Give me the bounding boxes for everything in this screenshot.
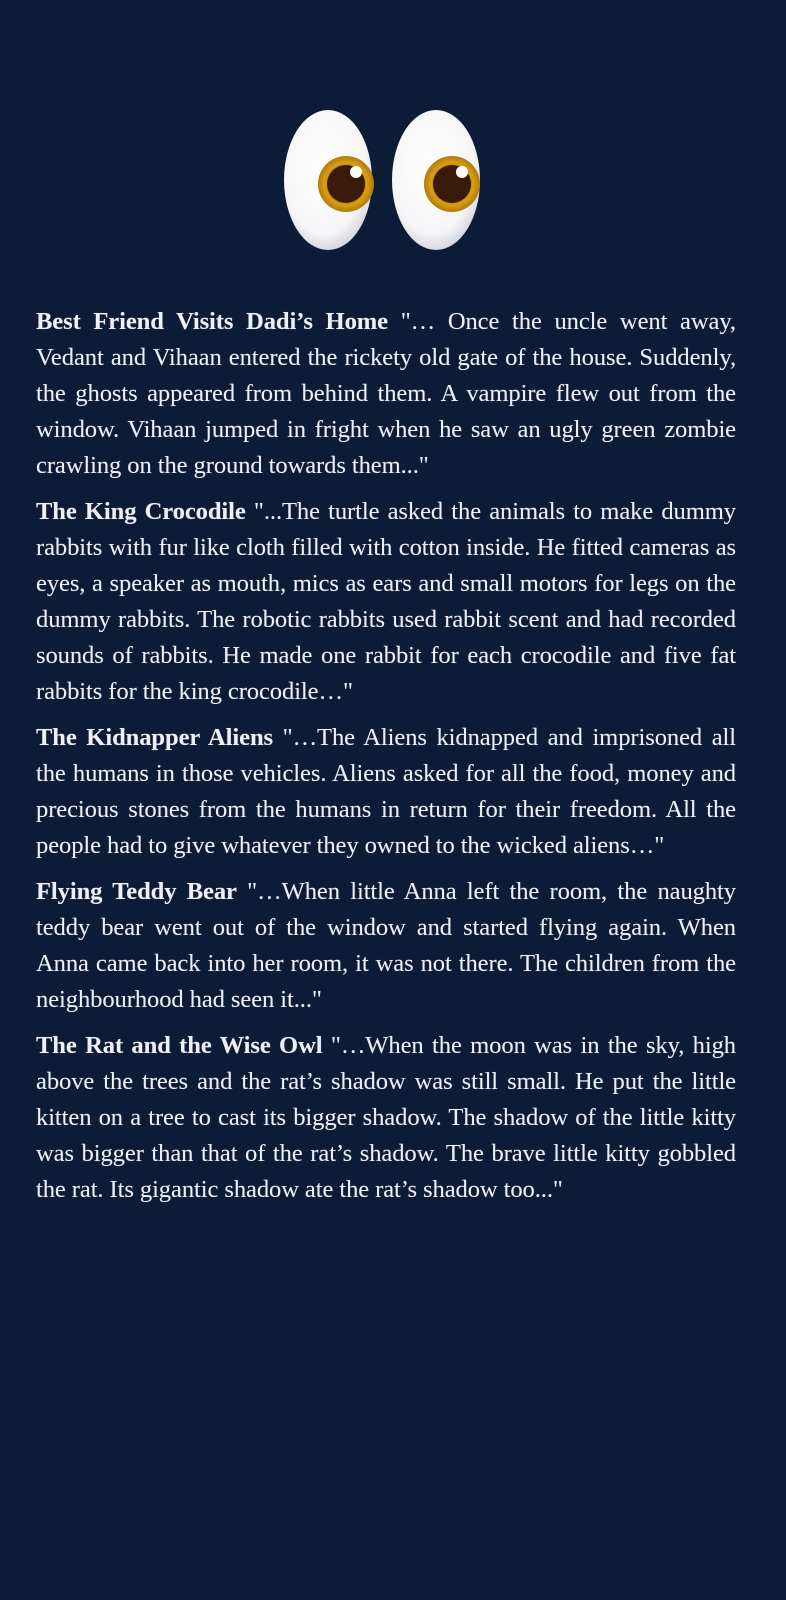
story-the-kidnapper-aliens: [36, 720, 736, 864]
story-excerpt: "...The turtle asked the animals to make dummy rabbits with fur like cloth filled with cotton inside. He fitted cameras as eyes, a speaker as mouth, mics as ears and small motors for legs on the dummy rabbits. The robotic rabbits used rabbit scent and had recorded sounds of rabbits. He made one rabbit for each crocodile and five fat rabbits for the king crocodile…": [36, 498, 737, 705]
story-title: The Rat and the Wise Owl: [36, 1032, 323, 1059]
story-excerpt: "…When the moon was in the sky, high above the trees and the rat’s shadow was still small. He put the little kitten on a tree to cast its bigger shadow. The shadow of the little kitty was bigger than that of the rat’s shadow. The brave little kitty gobbled the rat. Its gigantic shadow ate the rat’s shadow too...": [36, 1032, 736, 1203]
story-title: Flying Teddy Bear: [36, 878, 237, 905]
story-flying-teddy-bear: [36, 874, 736, 1018]
story-the-rat-and-the-wise-owl: [36, 1028, 736, 1208]
story-excerpt: "…When little Anna left the room, the naughty teddy bear went out of the window and started flying again. When Anna came back into her room, it was not there. The children from the neighbourhood had seen it...": [36, 878, 736, 1013]
eyes-emoji-icon: [284, 100, 488, 260]
story-title: The Kidnapper Aliens: [36, 724, 274, 751]
story-list: [36, 304, 736, 1218]
story-the-king-crocodile: [36, 494, 736, 710]
story-title: Best Friend Visits Dadi’s Home: [36, 308, 388, 335]
story-title: The King Crocodile: [36, 498, 246, 525]
story-best-friend-visits-dadis-home: [36, 304, 736, 484]
story-excerpt: "… Once the uncle went away, Vedant and Vihaan entered the rickety old gate of the house. Suddenly, the ghosts appeared from behind them. A vampire flew out from the window. Vihaan jumped in fright when he saw an ugly green zombie crawling on the ground towards them...": [36, 308, 736, 479]
story-excerpt: "…The Aliens kidnapped and imprisoned all the humans in those vehicles. Aliens asked for all the food, money and precious stones from the humans in return for their freedom. All the people had to give whatever they owned to the wicked aliens…": [36, 724, 736, 859]
